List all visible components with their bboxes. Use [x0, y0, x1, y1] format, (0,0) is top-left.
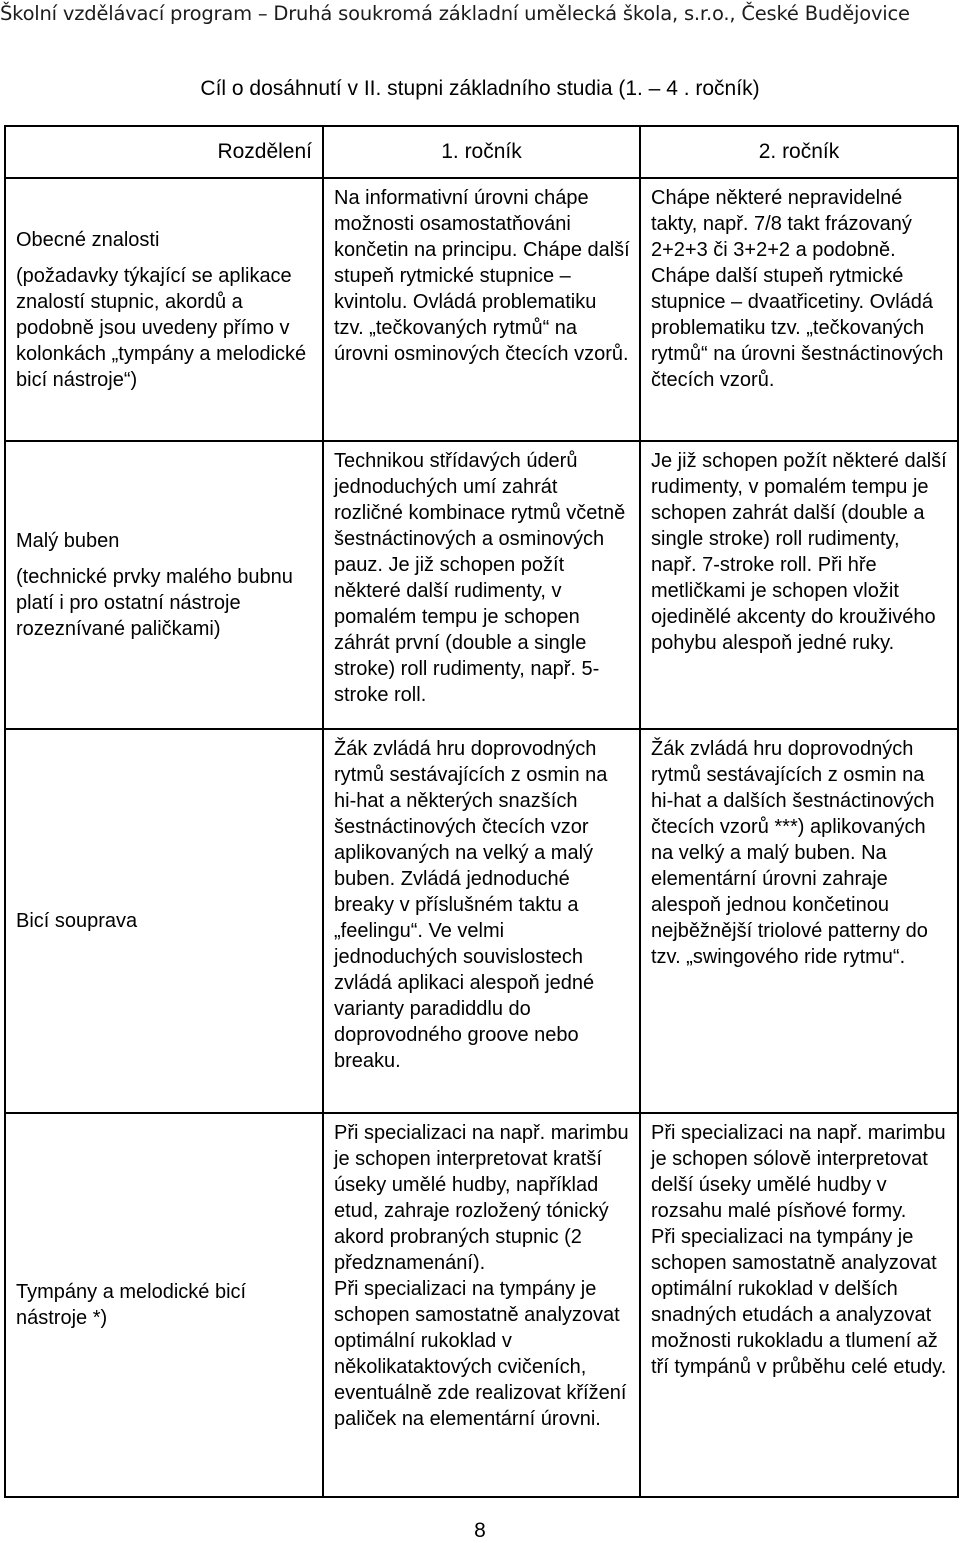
- grade-1-cell: Na informativní úrovni chápe možnosti osamostatňováni končetin na principu. Chápe další stupeň rytmické stupnice – kvintolu. Ovládá problematiku tzv. „tečkovaných rytmů“ na úrovni osminových čtecích vzorů.: [323, 178, 640, 441]
- grade-2-cell: Žák zvládá hru doprovodných rytmů sestávajících z osmin na hi-hat a dalších šestnáctinových čtecích vzorů ***) aplikovaných na velký a malý buben. Na elementární úrovni zahraje alespoň jednou končetinou nejběžnější triolové patterny do tzv. „swingového ride rytmu“.: [640, 729, 958, 1113]
- table-header-row: [5, 126, 958, 178]
- table-row: [5, 1113, 958, 1497]
- table-row: [5, 729, 958, 1113]
- grade-2-cell: Je již schopen požít některé další rudimenty, v pomalém tempu je schopen zahrát další (double a single stroke) roll rudimenty, např. 7-stroke roll. Při hře metličkami je schopen vložit ojedinělé akcenty do krouživého pohybu alespoň jedné ruky.: [640, 441, 958, 729]
- table-row: [5, 178, 958, 441]
- area-subtitle: (technické prvky malého bubnu platí i pro ostatní nástroje rozeznívané paličkami): [16, 566, 293, 640]
- grade-1-cell: [323, 1113, 640, 1497]
- grade-2-paragraph: Při specializaci na tympány je schopen samostatně analyzovat optimální rukoklad v delších snadných etudách a analyzovat možnosti rukokladu a tlumení až tří tympánů v průběhu celé etudy.: [651, 1226, 947, 1378]
- area-cell: [5, 178, 323, 441]
- grade-1-paragraph: Při specializaci na tympány je schopen samostatně analyzovat optimální rukoklad v několikataktových cvičeních, eventuálně zde realizovat křížení paliček na elementární úrovni.: [334, 1278, 627, 1430]
- area-title: Obecné znalosti: [16, 228, 160, 251]
- header-grade-2: 2. ročník: [640, 126, 958, 178]
- grade-1-paragraph: Při specializaci na např. marimbu je schopen interpretovat kratší úseky umělé hudby, například etud, zahraje rozložený tónický akord probraných stupnic (2 předznamenání).: [334, 1122, 629, 1274]
- goal-title: Cíl o dosáhnutí v II. stupni základního studia (1. – 4 . ročník): [200, 77, 760, 100]
- area-subtitle: (požadavky týkající se aplikace znalostí stupnic, akordů a podobně jsou uvedeny přímo v kolonkách „tympány a melodické bicí nástroje“): [16, 264, 307, 391]
- grade-1-cell: Žák zvládá hru doprovodných rytmů sestávajících z osmin na hi-hat a některých snazších šestnáctinových čtecích vzor aplikovaných na velký a malý buben. Zvládá jednoduché breaky v příslušném taktu a „feelingu“. Ve velmi jednoduchých souvislostech zvládá aplikaci alespoň jedné varianty paradiddlu do doprovodného groove nebo breaku.: [323, 729, 640, 1113]
- header-grade-1: 1. ročník: [323, 126, 640, 178]
- area-cell: [5, 441, 323, 729]
- page-number: 8: [474, 1519, 486, 1542]
- grade-2-cell: Chápe některé nepravidelné takty, např. 7/8 takt frázovaný 2+2+3 či 3+2+2 a podobně. Chápe další stupeň rytmické stupnice – dvaatřicetiny. Ovládá problematiku tzv. „tečkovaných rytmů“ na úrovni šestnáctinových čtecích vzorů.: [640, 178, 958, 441]
- header-area: Rozdělení: [5, 126, 323, 178]
- grade-2-cell: [640, 1113, 958, 1497]
- grade-2-paragraph: Při specializaci na např. marimbu je schopen sólově interpretovat delší úseky umělé hudby v rozsahu malé písňové formy.: [651, 1122, 946, 1222]
- area-title: Tympány a melodické bicí nástroje *): [16, 1281, 247, 1329]
- area-cell: [5, 1113, 323, 1497]
- document-header: Školní vzdělávací program – Druhá soukromá základní umělecká škola, s.r.o., České Budějovice: [0, 2, 910, 25]
- table-row: [5, 441, 958, 729]
- curriculum-table: [4, 125, 959, 1498]
- grade-1-cell: Technikou střídavých úderů jednoduchých umí zahrát rozličné kombinace rytmů včetně šestnáctinových a osminových pauz. Je již schopen požít některé další rudimenty, v pomalém tempu je schopen záhrát první (double a single stroke) roll rudimenty, např. 5-stroke roll.: [323, 441, 640, 729]
- area-title: Malý buben: [16, 530, 120, 552]
- area-cell: [5, 729, 323, 1113]
- area-title: Bicí souprava: [16, 910, 138, 932]
